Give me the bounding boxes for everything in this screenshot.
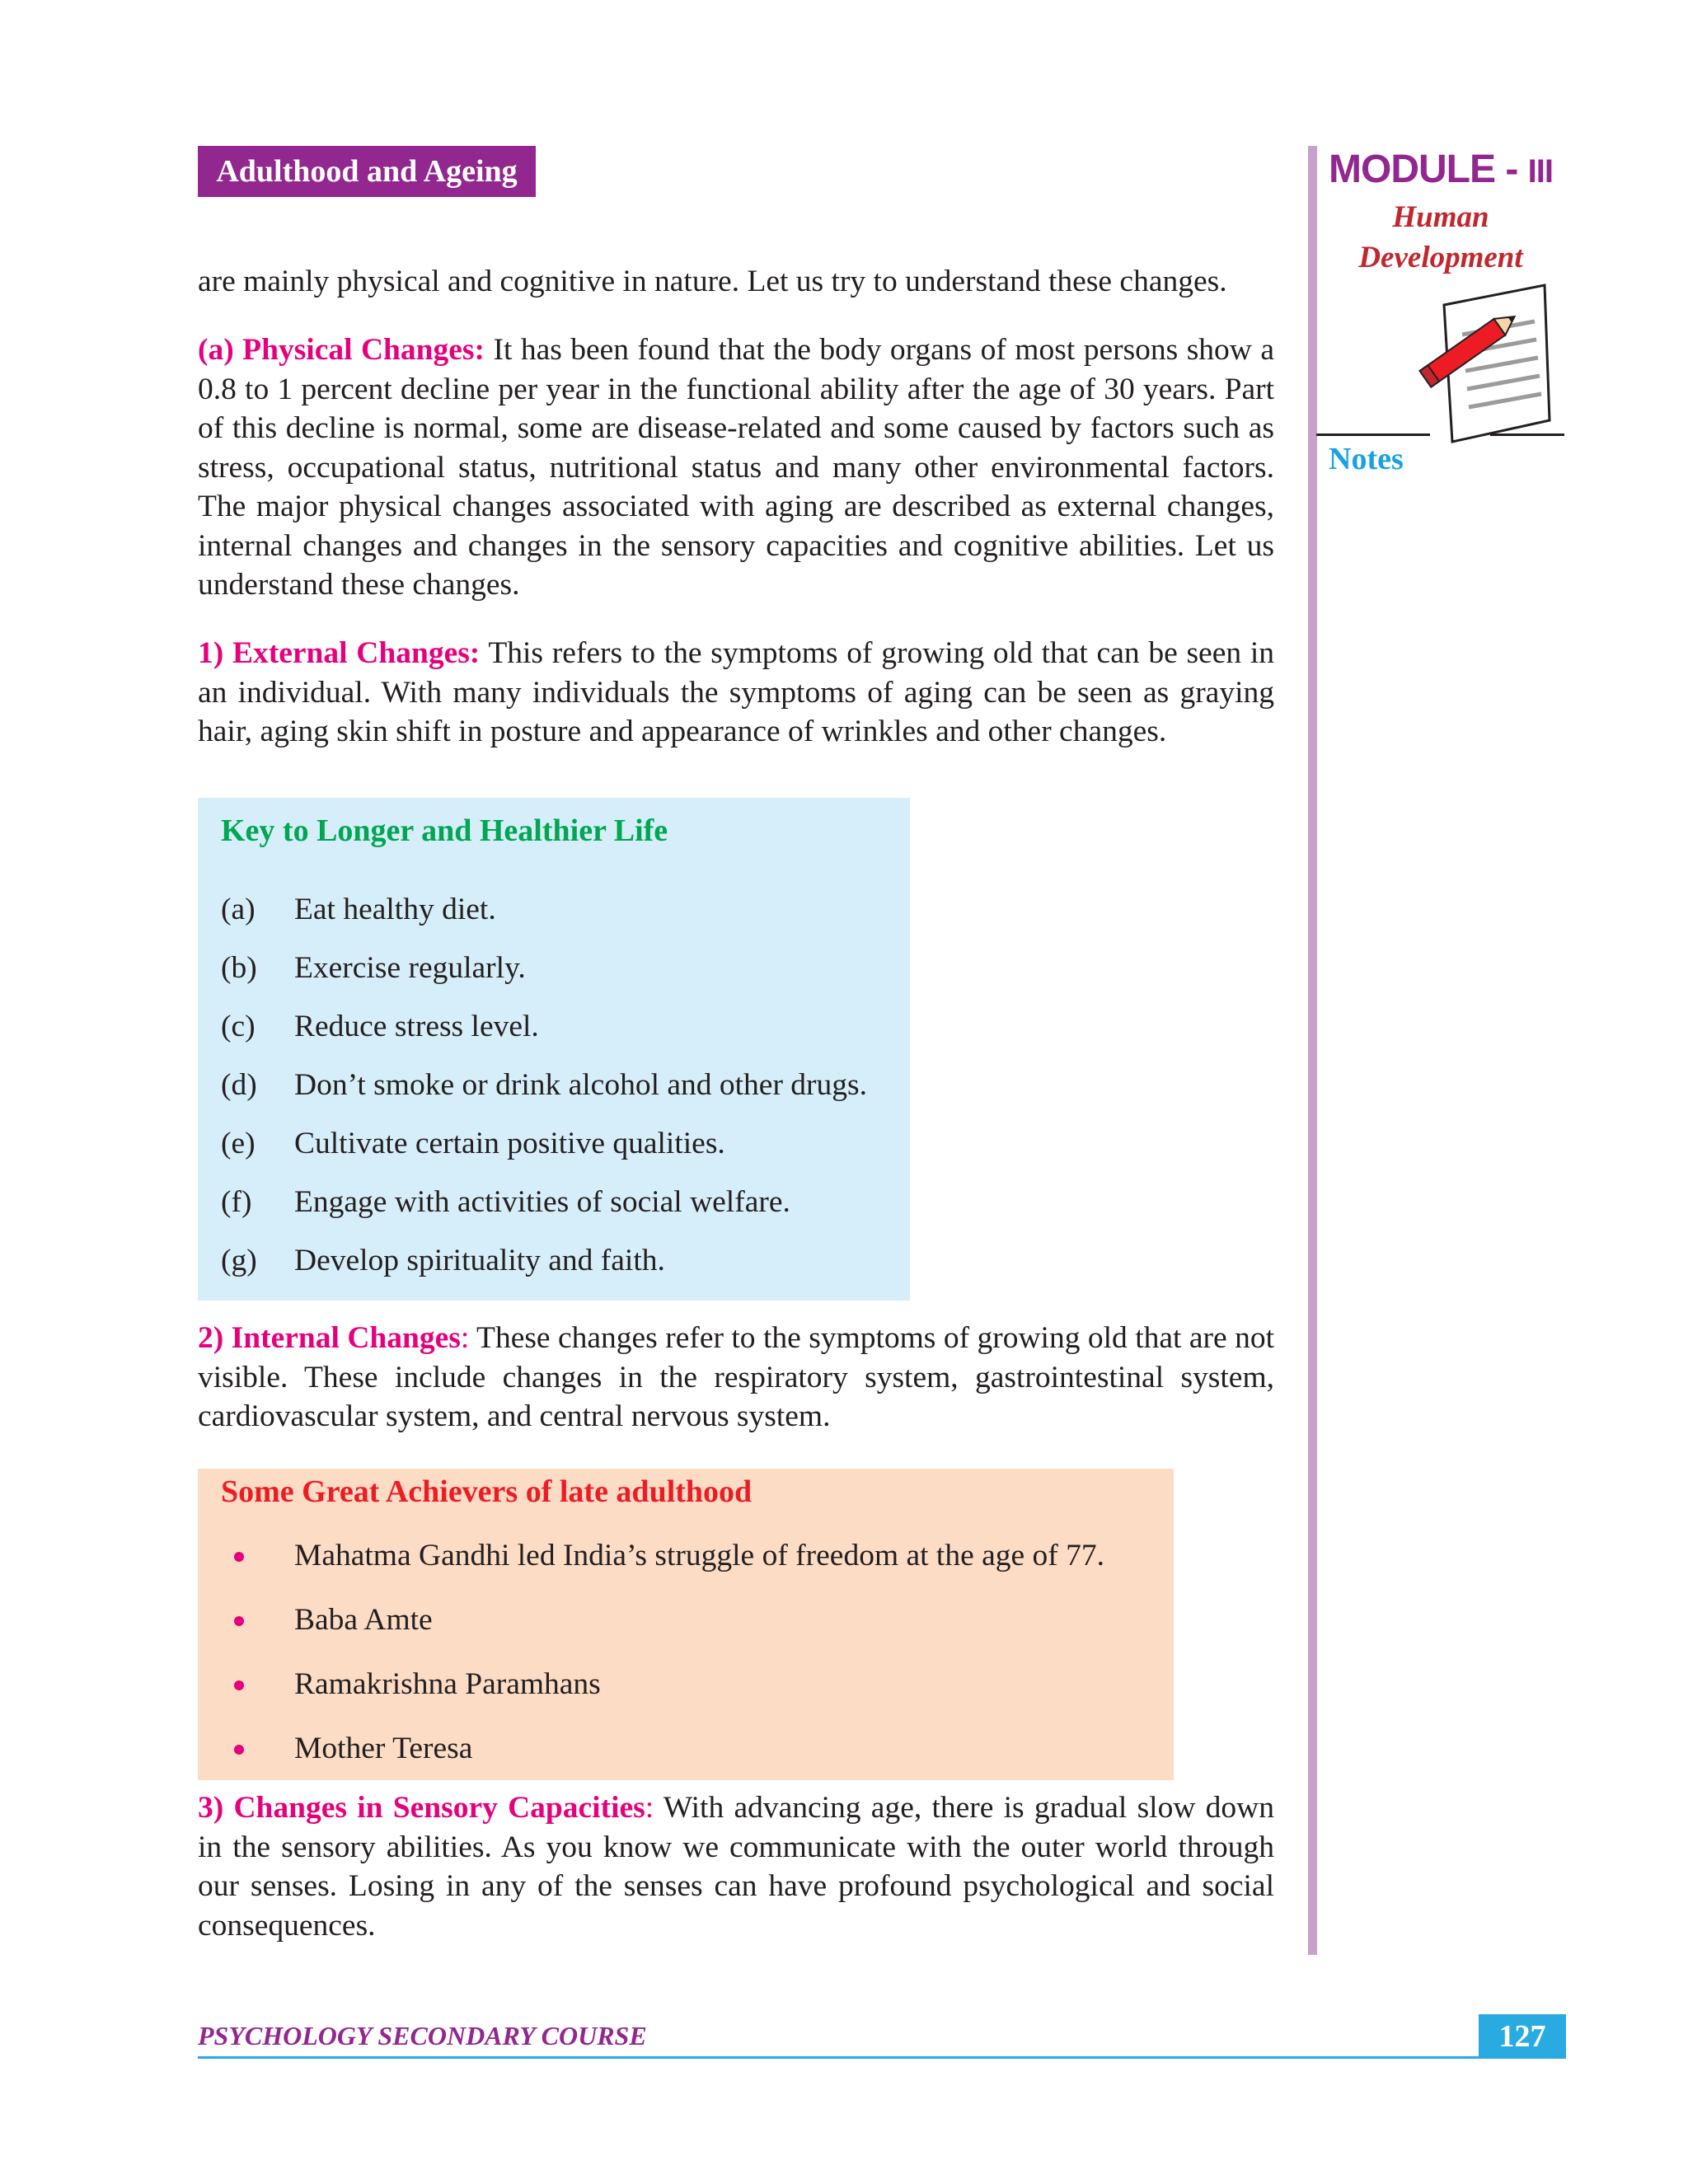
notes-rule-right xyxy=(1490,434,1564,436)
module-number: III xyxy=(1527,153,1553,190)
external-changes-text: This refers to the symptoms of growing old that can be seen in an individual. With many individuals the symptoms of aging can be seen as graying hair, aging skin shift in posture and appearance of wrinkles and other changes. xyxy=(198,636,1274,748)
key-item-mark: (d) xyxy=(221,1068,257,1102)
sidebar-rule xyxy=(1308,146,1317,1955)
achievers-box-title: Some Great Achievers of late adulthood xyxy=(221,1474,753,1509)
internal-changes-colon: : xyxy=(460,1321,470,1355)
key-box-title: Key to Longer and Healthier Life xyxy=(221,813,668,848)
chapter-tag: Adulthood and Ageing xyxy=(198,146,536,197)
footer-course-title: PSYCHOLOGY SECONDARY COURSE xyxy=(198,2021,647,2050)
achiever-text: Mahatma Gandhi led India’s struggle of freedom at the age of 77. xyxy=(294,1539,1105,1572)
key-item-mark: (e) xyxy=(221,1127,256,1160)
key-item-text: Engage with activities of social welfare. xyxy=(294,1185,790,1219)
key-item-text: Don’t smoke or drink alcohol and other drugs. xyxy=(294,1068,868,1102)
key-item-mark: (a) xyxy=(221,893,256,926)
bullet-icon xyxy=(234,1616,244,1626)
key-item-mark: (c) xyxy=(221,1010,256,1043)
module-label: MODULE - xyxy=(1329,148,1528,191)
sensory-changes-colon: : xyxy=(645,1791,654,1825)
sensory-changes-heading: 3) Changes in Sensory Capacities xyxy=(198,1791,645,1825)
achiever-text: Mother Teresa xyxy=(294,1732,473,1765)
internal-changes-text: These changes refer to the symptoms of growing old that are not visible. These include changes in the respiratory system, gastrointestinal system, cardiovascular system, and central nervous system. xyxy=(198,1321,1274,1433)
module-title xyxy=(1329,144,1553,197)
internal-changes-heading: 2) Internal Changes xyxy=(198,1321,461,1355)
achiever-text: Ramakrishna Paramhans xyxy=(294,1667,601,1701)
notes-rule-left xyxy=(1316,434,1430,436)
notes-label: Notes xyxy=(1329,442,1404,476)
bullet-icon xyxy=(234,1745,244,1755)
internal-changes-paragraph xyxy=(198,1319,1274,1436)
module-subtitle-line1: Human xyxy=(1392,200,1489,234)
great-achievers-box xyxy=(198,1469,1174,1780)
achiever-text: Baba Amte xyxy=(294,1603,433,1637)
key-to-longer-life-box xyxy=(198,798,910,1301)
sensory-changes-paragraph xyxy=(198,1788,1274,1945)
external-changes-paragraph xyxy=(198,634,1274,752)
external-changes-heading: 1) External Changes: xyxy=(198,636,481,670)
key-item-text: Reduce stress level. xyxy=(294,1010,539,1043)
bullet-icon xyxy=(234,1552,244,1562)
key-item-text: Exercise regularly. xyxy=(294,951,526,985)
sensory-changes-text: With advancing age, there is gradual slow down in the sensory abilities. As you know we communicate with the outer world through our senses. Losing in any of the senses can have profound psychological and social consequences. xyxy=(198,1791,1274,1943)
bullet-icon xyxy=(234,1680,244,1690)
physical-changes-paragraph xyxy=(198,330,1274,605)
page-number: 127 xyxy=(1479,2014,1566,2059)
intro-paragraph: are mainly physical and cognitive in nature. Let us try to understand these changes. xyxy=(198,265,1227,298)
physical-changes-heading: (a) Physical Changes: xyxy=(198,333,485,367)
key-item-mark: (f) xyxy=(221,1185,252,1219)
key-item-text: Cultivate certain positive qualities. xyxy=(294,1127,725,1160)
key-item-mark: (b) xyxy=(221,951,257,985)
module-subtitle-line2: Development xyxy=(1358,241,1523,274)
physical-changes-text: It has been found that the body organs of most persons show a 0.8 to 1 percent decline per year in the functional ability after the age of 30 years. Part of this decline is normal, some are disease-related and some caused by factors such as stress, occupational status, nutritional status and many other environmental factors. The major physical changes associated with aging are described as external changes, internal changes and changes in the sensory capacities and cognitive abilities. Let us understand these changes. xyxy=(198,333,1274,602)
notes-pencil-icon xyxy=(1411,280,1551,445)
key-item-text: Eat healthy diet. xyxy=(294,893,496,926)
key-item-text: Develop spirituality and faith. xyxy=(294,1244,665,1277)
key-item-mark: (g) xyxy=(221,1244,257,1277)
footer-rule xyxy=(198,2056,1479,2059)
